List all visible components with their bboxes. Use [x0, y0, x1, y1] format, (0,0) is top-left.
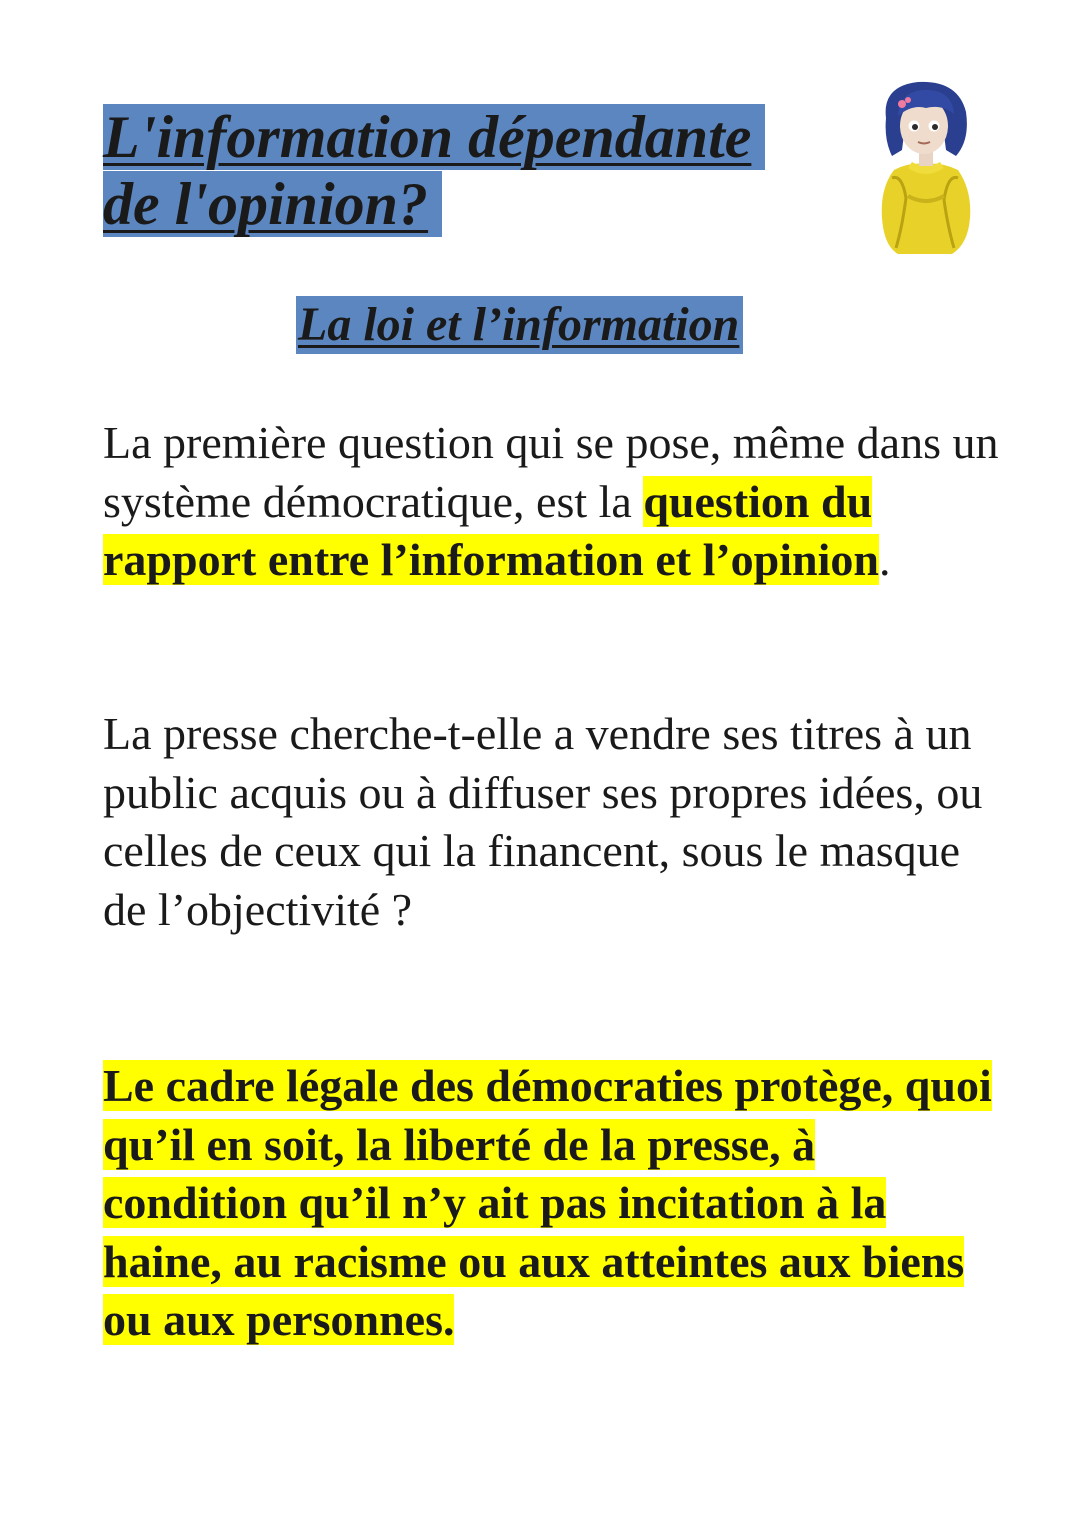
page-title-line2: de l'opinion? [103, 171, 442, 237]
page-title [103, 104, 803, 238]
paragraph-press-question: La presse cherche-t-elle a vendre ses titres à un public acquis ou à diffuser ses propres idées, ou celles de ceux qui la financent, sous le masque de l’objectivité ? [103, 708, 983, 935]
paragraph-intro-end: . [878, 534, 891, 585]
section-subtitle: La loi et l’information [296, 296, 743, 354]
girl-in-yellow-raincoat-icon [872, 78, 976, 256]
page-title-line1: L'information dépendante [103, 104, 765, 170]
highlighted-legal-framework: Le cadre légale des démocraties protège, quoi qu’il en soit, la liberté de la presse, à condition qu’il n’y ait pas incitation à la haine, au racisme ou aux atteintes aux biens ou aux personnes. [103, 1060, 992, 1345]
paragraph-intro-text: La première question qui se pose, même dans un système démocratique, est la [103, 417, 999, 527]
highlighted-key-question: question du rapport entre l’information et l’opinion [103, 475, 879, 585]
paragraph-legal-framework [103, 1057, 1003, 1350]
paragraph-intro [103, 414, 1003, 590]
